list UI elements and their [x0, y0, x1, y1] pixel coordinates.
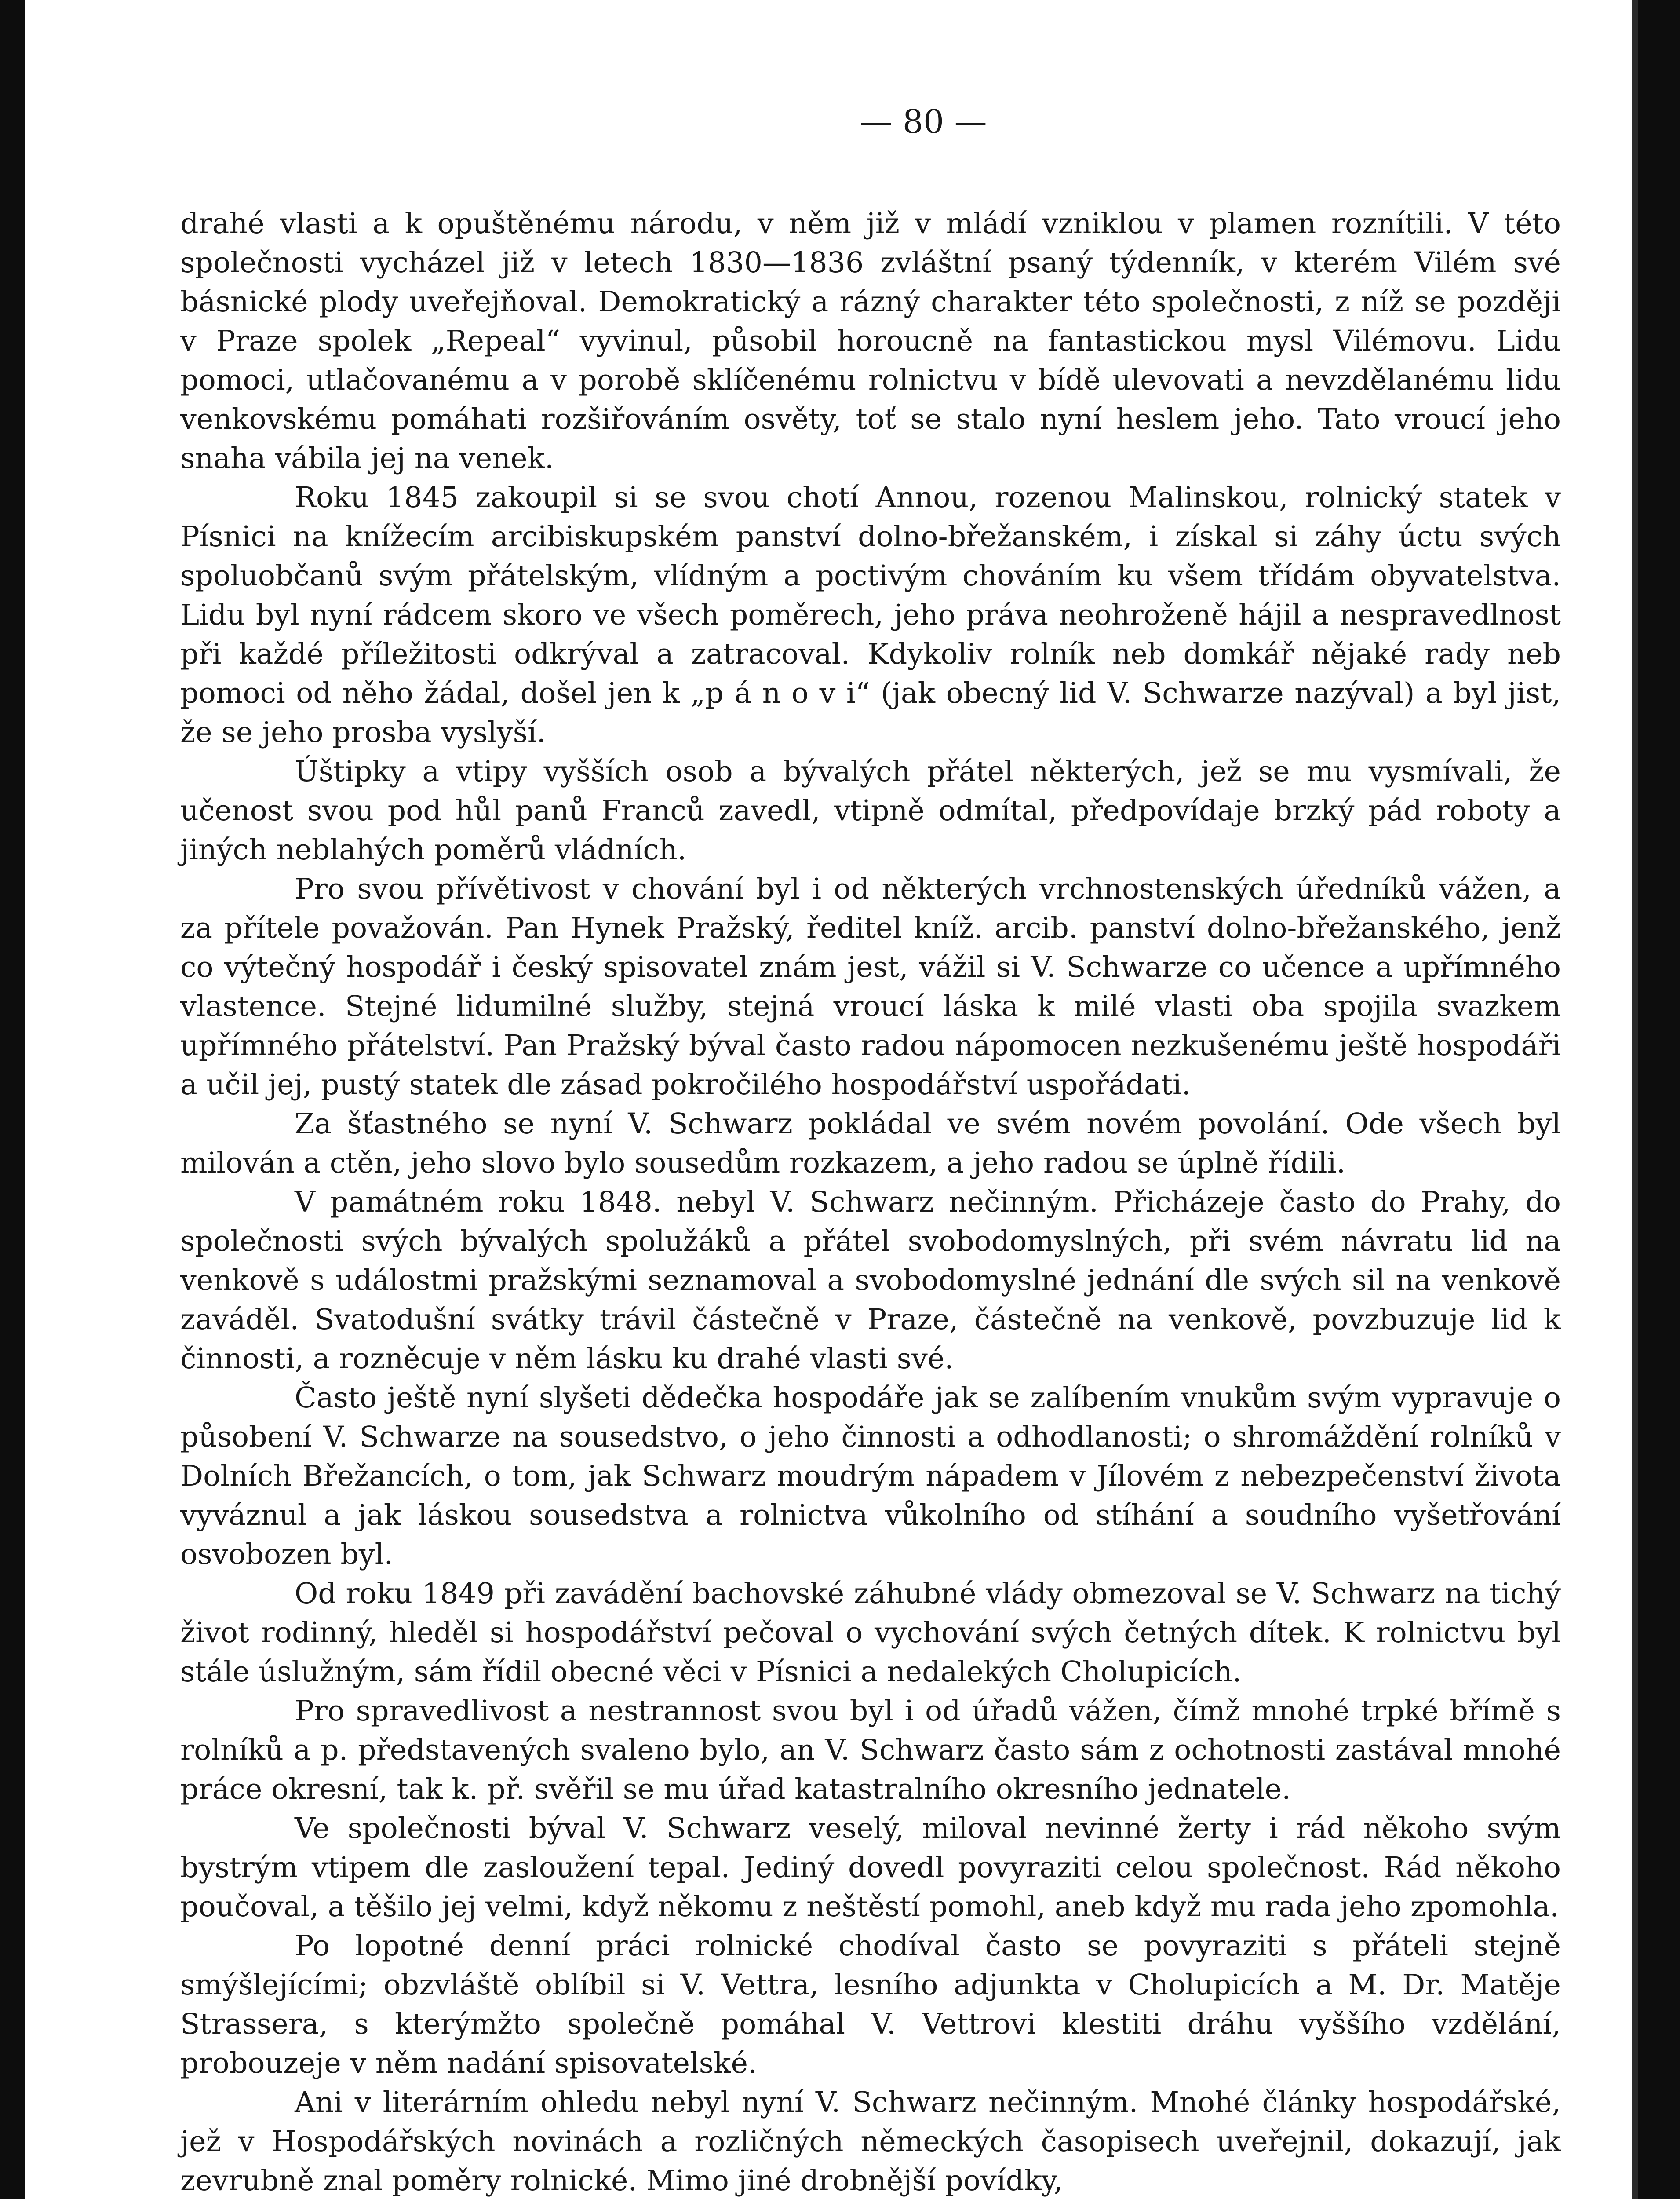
document-page — [180, 103, 1561, 2199]
paragraph: V památném roku 1848. nebyl V. Schwarz nečinným. Přicházeje často do Prahy, do společnosti svých bývalých spolužáků a přátel svobodomyslných, při svém návratu lid na venkově s událostmi pražskými seznamoval a svobodomyslné jednání dle svých sil na venkově zaváděl. Svatodušní svátky trávil částečně v Praze, částečně na venkově, povzbuzuje lid k činnosti, a rozněcuje v něm lásku ku drahé vlasti své. — [180, 1186, 1561, 1375]
scan-border-right — [1638, 0, 1680, 2199]
page-number: — 80 — — [860, 103, 987, 141]
paragraph: Pro spravedlivost a nestrannost svou byl i od úřadů vážen, čímž mnohé trpké břímě s rolníků a p. představených svaleno bylo, an V. Schwarz často sám z ochotnosti zastával mnohé práce okresní, tak k. př. svěřil se mu úřad katastralního okresního jednatele. — [180, 1695, 1561, 1806]
paragraph: Úštipky a vtipy vyšších osob a bývalých přátel některých, jež se mu vysmívali, že učenost svou pod hůl panů Franců zavedl, vtipně odmítal, předpovídaje brzký pád roboty a jiných neblahých poměrů vládních. — [180, 755, 1561, 866]
paragraph: Pro svou přívětivost v chování byl i od některých vrchnostenských úředníků vážen, a za přítele považován. Pan Hynek Pražský, ředitel kníž. arcib. panství dolno-břežanského, jenž co výtečný hospodář i český spisovatel znám jest, vážil si V. Schwarze co učence a upřímného vlastence. Stejné lidumilné služby, stejná vroucí láska k milé vlasti oba spojila svazkem upřímného přátelství. Pan Pražský býval často radou nápomocen nezkušenému ještě hospodáři a učil jej, pustý statek dle zásad pokročilého hospodářství uspořádati. — [180, 873, 1561, 1101]
paragraph: Často ještě nyní slyšeti dědečka hospodáře jak se zalíbením vnukům svým vypravuje o působení V. Schwarze na sousedstvo, o jeho činnosti a odhodlanosti; o shromáždění rolníků v Dolních Břežancích, o tom, jak Schwarz moudrým nápadem v Jílovém z nebezpečenství života vyváznul a jak láskou sousedstva a rolnictva vůkolního od stíhání a soudního vyšetřování osvobozen byl. — [180, 1381, 1561, 1571]
body-text — [180, 204, 1561, 2199]
paragraph: Po lopotné denní práci rolnické chodíval často se povyraziti s přáteli stejně smýšlejícími; obzvláště oblíbil si V. Vettra, lesního adjunkta v Cholupicích a M. Dr. Matěje Strassera, s kterýmžto společně pomáhal V. Vettrovi klestiti dráhu vyššího vzdělání, probouzeje v něm nadání spisovatelské. — [180, 1929, 1561, 2080]
scan-page-edge-right — [1632, 0, 1638, 2199]
paragraph: Roku 1845 zakoupil si se svou chotí Annou, rozenou Malinskou, rolnický statek v Písnici na knížecím arcibiskupském panství dolno-břežanském, i získal si záhy úctu svých spoluobčanů svým přátelským, vlídným a poctivým chováním ku všem třídám obyvatelstva. Lidu byl nyní rádcem skoro ve všech poměrech, jeho práva neohroženě hájil a nespravedlnost při každé příležitosti odkrýval a zatracoval. Kdykoliv rolník neb domkář nějaké rady neb pomoci od něho žádal, došel jen k „p á n o v i“ (jak obecný lid V. Schwarze nazýval) a byl jist, že se jeho prosba vyslyší. — [180, 481, 1561, 749]
paragraph: Ani v literárním ohledu nebyl nyní V. Schwarz nečinným. Mnohé články hospodářské, jež v Hospodářských novinách a rozličných německých časopisech uveřejnil, dokazují, jak zevrubně znal poměry rolnické. Mimo jiné drobnější povídky, — [180, 2086, 1561, 2197]
paragraph: Za šťastného se nyní V. Schwarz pokládal ve svém novém povolání. Ode všech byl milován a ctěn, jeho slovo bylo sousedům rozkazem, a jeho radou se úplně řídili. — [180, 1107, 1561, 1180]
paragraph: Od roku 1849 při zavádění bachovské záhubné vlády obmezoval se V. Schwarz na tichý život rodinný, hleděl si hospodářství pečoval o vychování svých četných dítek. K rolnictvu byl stále úslužným, sám řídil obecné věci v Písnici a nedalekých Cholupicích. — [180, 1577, 1561, 1688]
scan-border-left — [0, 0, 25, 2199]
paragraph: drahé vlasti a k opuštěnému národu, v něm již v mládí vzniklou v plamen roznítili. V této společnosti vycházel již v letech 1830—1836 zvláštní psaný týdenník, v kterém Vilém své básnické plody uveřejňoval. Demokratický a rázný charakter této společnosti, z níž se později v Praze spolek „Repeal“ vyvinul, působil horoucně na fantastickou mysl Vilémovu. Lidu pomoci, utlačovanému a v porobě sklíčenému rolnictvu v bídě ulevovati a nevzdělanému lidu venkovskému pomáhati rozšiřováním osvěty, toť se stalo nyní heslem jeho. Tato vroucí jeho snaha vábila jej na venek. — [180, 207, 1561, 475]
paragraph: Ve společnosti býval V. Schwarz veselý, miloval nevinné žerty i rád někoho svým bystrým vtipem dle zasloužení tepal. Jediný dovedl povyraziti celou společnost. Rád někoho poučoval, a těšilo jej velmi, když někomu z neštěstí pomohl, aneb když mu rada jeho zpomohla. — [180, 1812, 1561, 1923]
